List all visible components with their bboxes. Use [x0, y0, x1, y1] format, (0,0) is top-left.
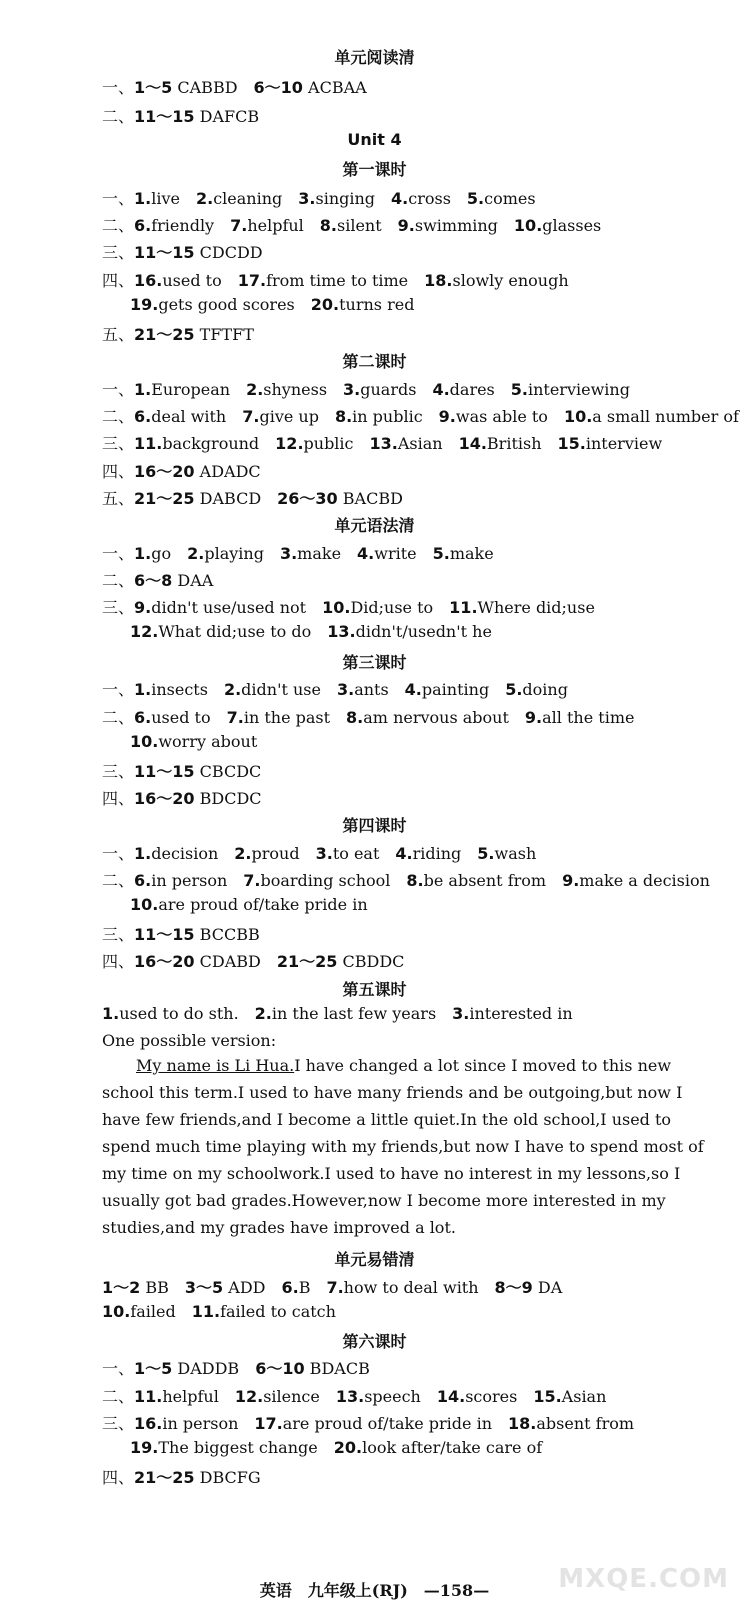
- answer-line: [102, 1411, 650, 1434]
- answer-item: 5.wash: [477, 844, 537, 863]
- answer-item: 9.swimming: [397, 216, 498, 235]
- answer-item: 21～25 DBCFG: [134, 1468, 261, 1487]
- answer-item: 18.slowly enough: [424, 271, 569, 290]
- answer-item: 7.helpful: [230, 216, 304, 235]
- answer-item: 1.decision: [134, 844, 219, 863]
- answer-item: 19.gets good scores: [130, 295, 295, 314]
- answer-line: [102, 949, 420, 972]
- answer-line: [102, 1275, 578, 1298]
- answer-item: 3.to eat: [315, 844, 380, 863]
- section-heading: 单元语法清: [334, 516, 415, 535]
- answer-item: 10.Did;use to: [322, 598, 434, 617]
- answer-item: 6.in person: [134, 871, 228, 890]
- answer-item: 3.ants: [336, 680, 389, 699]
- answer-line: [102, 922, 276, 945]
- answer-item: 7.boarding school: [243, 871, 391, 890]
- answer-item: 6～8 DAA: [134, 571, 214, 590]
- section-heading: 单元易错清: [334, 1250, 415, 1269]
- answer-line: [130, 732, 273, 751]
- answer-line: [102, 1384, 622, 1407]
- answer-item: 8.in public: [334, 407, 423, 426]
- answer-item: 10.are proud of/take pride in: [130, 895, 368, 914]
- answer-item: 21～25 DABCD: [134, 489, 262, 508]
- answer-item: 14.scores: [436, 1387, 518, 1406]
- answer-item: 7.how to deal with: [326, 1278, 479, 1297]
- answer-line: [102, 431, 678, 454]
- page-footer: 英语 九年级上(RJ) —158—: [259, 1581, 490, 1600]
- answer-line: [102, 268, 585, 291]
- answer-item: 1.used to do sth.: [102, 1004, 239, 1023]
- question-group-label: 三、: [102, 243, 135, 262]
- answer-line: [102, 677, 584, 700]
- answer-item: 14.British: [458, 434, 542, 453]
- answer-item: 10.failed: [102, 1302, 176, 1321]
- answer-item: 3.make: [279, 544, 342, 563]
- question-group-label: 二、: [102, 107, 135, 126]
- answer-item: 15.interview: [557, 434, 663, 453]
- question-group-label: 二、: [102, 708, 135, 727]
- answer-line: [102, 377, 646, 400]
- answer-item: 16～20 ADADC: [134, 462, 261, 481]
- answer-item: 10.a small number of: [563, 407, 739, 426]
- answer-item: 16～20 CDABD: [134, 952, 261, 971]
- sample-essay: My name is Li Hua.I have changed a lot since I moved to this new school this term.I used to have many friends and be outgoing,but now I have few friends,and I become a little quiet.In the old school,I used to spend much time playing with my friends,but now I have to spend most of my time on my schoolwork.I used to have no interest in my lessons,so I usually got bad grades.However,now I become more interested in my studies,and my grades have improved a lot.: [102, 1056, 704, 1237]
- answer-item: 4.riding: [395, 844, 462, 863]
- answer-line: [102, 841, 552, 864]
- answer-item: 20.turns red: [310, 295, 415, 314]
- question-group-label: 二、: [102, 1387, 135, 1406]
- answer-line: [130, 895, 384, 914]
- answer-item: 8.am nervous about: [346, 708, 509, 727]
- answer-item: 1～2 BB: [102, 1278, 169, 1297]
- answer-line: [102, 1004, 589, 1023]
- section-heading: 第六课时: [342, 1332, 407, 1351]
- question-group-label: 三、: [102, 598, 135, 617]
- answer-item: 11～15 DAFCB: [134, 107, 260, 126]
- answer-item: 1～5 DADDB: [134, 1359, 240, 1378]
- answer-line: [102, 786, 278, 809]
- answer-item: 11.background: [134, 434, 260, 453]
- answer-item: 12.silence: [234, 1387, 320, 1406]
- answer-line: [102, 759, 277, 782]
- answer-item: 2.proud: [234, 844, 300, 863]
- answer-item: 9.was able to: [438, 407, 548, 426]
- answer-item: 21～25 CBDDC: [276, 952, 405, 971]
- question-group-label: 一、: [102, 189, 135, 208]
- answer-item: 3.interested in: [452, 1004, 573, 1023]
- question-group-label: 二、: [102, 871, 135, 890]
- question-group-label: 四、: [102, 789, 135, 808]
- answer-item: 9.all the time: [524, 708, 635, 727]
- answer-line: [102, 705, 650, 728]
- answer-item: 16.used to: [134, 271, 222, 290]
- section-heading: 第五课时: [342, 980, 407, 999]
- answer-item: 4.painting: [404, 680, 490, 699]
- question-group-label: 五、: [102, 489, 135, 508]
- answer-item: 13.Asian: [369, 434, 443, 453]
- answer-item: 20.look after/take care of: [333, 1438, 543, 1457]
- question-group-label: 三、: [102, 434, 135, 453]
- answer-line: [102, 240, 279, 263]
- answer-item: One possible version:: [102, 1031, 277, 1050]
- answer-line: [130, 1438, 558, 1457]
- question-group-label: 二、: [102, 216, 135, 235]
- answer-item: 7.in the past: [226, 708, 331, 727]
- answer-item: 3.singing: [298, 189, 376, 208]
- question-group-label: 一、: [102, 544, 135, 563]
- answer-item: 4.dares: [432, 380, 495, 399]
- answer-line: [102, 404, 749, 427]
- answer-line: [102, 541, 510, 564]
- answer-line: [102, 1465, 277, 1488]
- answer-line: [130, 295, 430, 314]
- answer-line: [102, 186, 552, 209]
- answer-line: [130, 622, 508, 641]
- answer-item: 6.B: [281, 1278, 311, 1297]
- answer-item: 16～20 BDCDC: [134, 789, 262, 808]
- answer-item: 11～15 CDCDD: [134, 243, 263, 262]
- question-group-label: 三、: [102, 1414, 135, 1433]
- question-group-label: 四、: [102, 462, 135, 481]
- question-group-label: 五、: [102, 325, 135, 344]
- question-group-label: 一、: [102, 844, 135, 863]
- answer-item: 11～15 CBCDC: [134, 762, 262, 781]
- answer-item: 6.friendly: [134, 216, 215, 235]
- answer-item: 6～10 ACBAA: [253, 78, 367, 97]
- question-group-label: 二、: [102, 571, 135, 590]
- answer-item: 8.silent: [319, 216, 382, 235]
- answer-item: 8～9 DA: [494, 1278, 563, 1297]
- answer-item: 2.playing: [187, 544, 264, 563]
- answer-item: 1.go: [134, 544, 172, 563]
- answer-item: 2.in the last few years: [254, 1004, 437, 1023]
- answer-item: 18.absent from: [508, 1414, 635, 1433]
- answer-item: 10.worry about: [130, 732, 258, 751]
- answer-item: 17.from time to time: [237, 271, 409, 290]
- answer-item: 3.guards: [343, 380, 417, 399]
- section-heading: 第一课时: [342, 160, 407, 179]
- question-group-label: 四、: [102, 271, 135, 290]
- answer-item: 5.doing: [505, 680, 568, 699]
- answer-item: 4.write: [357, 544, 417, 563]
- question-group-label: 三、: [102, 925, 135, 944]
- section-heading: Unit 4: [347, 130, 402, 149]
- question-group-label: 四、: [102, 1468, 135, 1487]
- answer-item: 2.shyness: [246, 380, 328, 399]
- answer-item: 9.didn't use/used not: [134, 598, 307, 617]
- question-group-label: 三、: [102, 762, 135, 781]
- answer-item: 5.interviewing: [510, 380, 630, 399]
- answer-item: 2.cleaning: [195, 189, 283, 208]
- answer-item: 11.failed to catch: [191, 1302, 336, 1321]
- answer-item: 1.insects: [134, 680, 208, 699]
- answer-line: [102, 1302, 352, 1321]
- answer-item: 11～15 BCCBB: [134, 925, 260, 944]
- answer-item: 8.be absent from: [406, 871, 547, 890]
- answer-line: [102, 868, 726, 891]
- answer-item: 1～5 CABBD: [134, 78, 238, 97]
- answer-item: 9.make a decision: [562, 871, 710, 890]
- answer-item: 15.Asian: [533, 1387, 607, 1406]
- answer-item: 4.cross: [391, 189, 451, 208]
- answer-line: [102, 75, 383, 98]
- question-group-label: 一、: [102, 680, 135, 699]
- answer-item: 13.didn't/usedn't he: [327, 622, 492, 641]
- question-group-label: 一、: [102, 78, 135, 97]
- answer-item: 11.helpful: [134, 1387, 219, 1406]
- answer-item: 1.live: [134, 189, 180, 208]
- answer-line: [102, 568, 229, 591]
- question-group-label: 四、: [102, 952, 135, 971]
- answer-item: 26～30 BACBD: [277, 489, 403, 508]
- answer-item: 10.glasses: [513, 216, 602, 235]
- answer-item: 7.give up: [242, 407, 319, 426]
- question-group-label: 一、: [102, 1359, 135, 1378]
- question-group-label: 二、: [102, 407, 135, 426]
- section-heading: 第三课时: [342, 653, 407, 672]
- answer-item: 12.What did;use to do: [130, 622, 312, 641]
- answer-line: [102, 595, 611, 618]
- answer-item: 21～25 TFTFT: [134, 325, 254, 344]
- answer-line: [102, 322, 270, 345]
- answer-item: 11.Where did;use: [449, 598, 595, 617]
- answer-item: 1.European: [134, 380, 231, 399]
- answer-line: [102, 1031, 292, 1050]
- watermark: MXQE.COM: [558, 1564, 729, 1594]
- answer-item: 6.used to: [134, 708, 211, 727]
- answer-line: [102, 104, 275, 127]
- answer-item: 5.make: [432, 544, 494, 563]
- section-heading: 第二课时: [342, 352, 407, 371]
- answer-item: 6～10 BDACB: [255, 1359, 370, 1378]
- answer-item: 12.public: [275, 434, 354, 453]
- answer-item: 17.are proud of/take pride in: [254, 1414, 493, 1433]
- answer-item: 13.speech: [335, 1387, 421, 1406]
- section-heading: 单元阅读清: [334, 48, 415, 67]
- answer-line: [102, 213, 617, 236]
- answer-item: 19.The biggest change: [130, 1438, 318, 1457]
- answer-line: [102, 486, 419, 509]
- section-heading: 第四课时: [342, 816, 407, 835]
- question-group-label: 一、: [102, 380, 135, 399]
- answer-item: 3～5 ADD: [184, 1278, 266, 1297]
- answer-item: 16.in person: [134, 1414, 239, 1433]
- answer-line: [102, 459, 277, 482]
- answer-line: [102, 1356, 386, 1379]
- answer-item: 6.deal with: [134, 407, 227, 426]
- answer-item: 2.didn't use: [223, 680, 321, 699]
- answer-item: 5.comes: [466, 189, 536, 208]
